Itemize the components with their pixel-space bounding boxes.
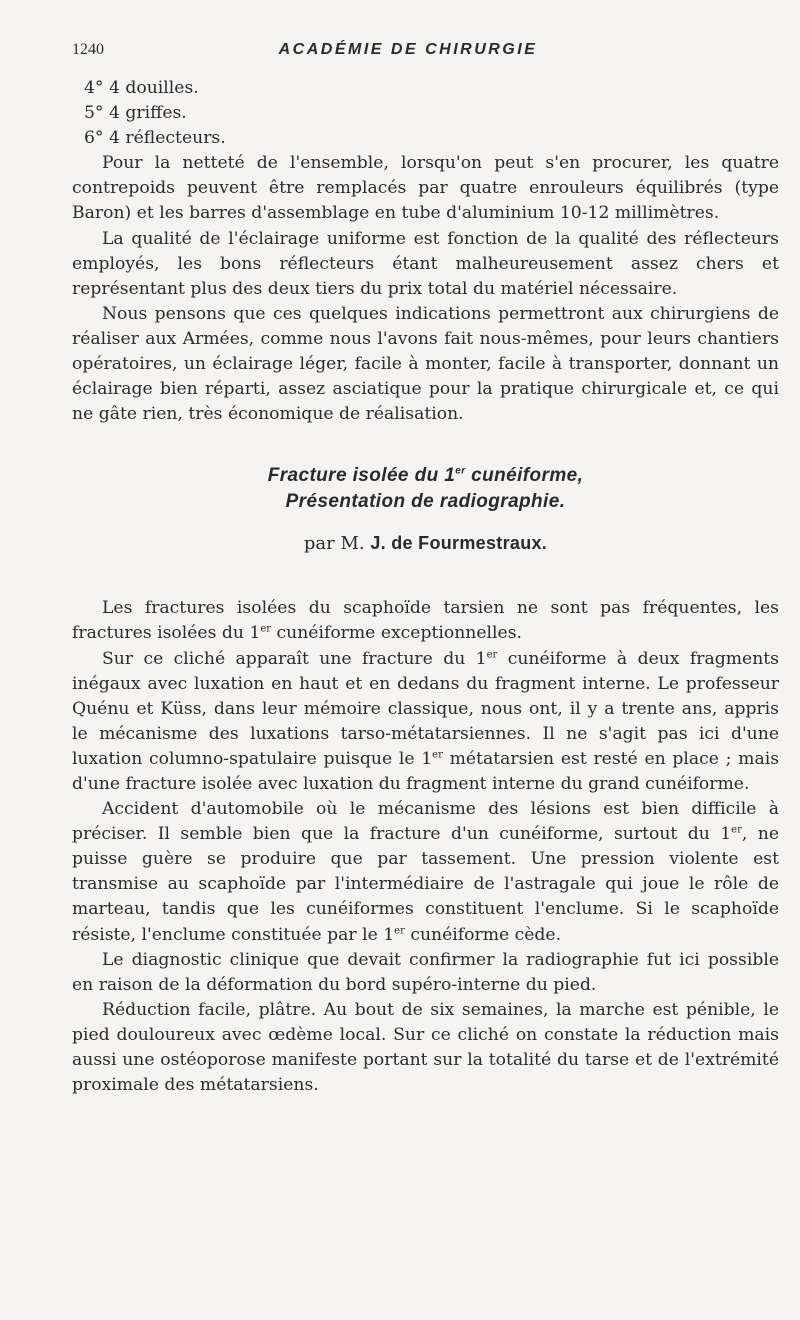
list-item: 4° 4 douilles.	[84, 78, 199, 98]
text-run: , ne puisse guère se produire que par tassement. Une pression violente est transmise au scaphoïde par l'intermédiaire de l'astragale qui joue le rôle de marteau, tandis que les cunéiformes constituent l'enclume. Si le scaphoïde résiste, l'enclume constituée par le 1	[72, 824, 779, 945]
article-paragraph	[72, 797, 779, 948]
text-run: Les fractures isolées du scaphoïde tarsien ne sont pas fréquentes, les fractures isolées du 1	[72, 598, 779, 644]
author-name: J. de Fourmestraux.	[370, 533, 548, 554]
text-run: Sur ce cliché apparaît une fracture du 1	[102, 648, 487, 669]
page-body	[72, 76, 779, 1098]
text-run: cunéiforme exceptionnelles.	[271, 623, 522, 644]
article-paragraph	[72, 948, 779, 998]
paragraph: La qualité de l'éclairage uniforme est fonction de la qualité des réflecteurs employés, les bons réflecteurs étant malheureusement assez chers et représentant plus des deux tiers du prix total du matériel nécessaire.	[72, 228, 779, 299]
page-header	[72, 41, 730, 65]
text-run: cunéiforme à deux fragments inégaux avec luxation en haut et en dedans du fragment interne. Le professeur Quénu et Küss, dans leur mémoire classique, nous ont, il y a trente ans, appris le mécanisme des luxations tarso-métatarsiennes. Il ne s'agit pas ici d'une luxation columno-spatulaire puisque le 1	[72, 648, 779, 769]
text-run: Le diagnostic clinique que devait confirmer la radiographie fut ici possible en raison de la déformation du bord supéro-interne du pied.	[72, 949, 779, 995]
article-paragraph	[72, 998, 779, 1098]
article-title	[72, 463, 779, 489]
byline	[72, 531, 779, 556]
article-subtitle: Présentation de radiographie.	[285, 491, 566, 513]
paragraph: Pour la netteté de l'ensemble, lorsqu'on peut s'en procurer, les quatre contrepoids peuvent être remplacés par quatre enrouleurs équilibrés (type Baron) et les barres d'assemblage en tube d'aluminium 10-12 millimètres.	[72, 153, 779, 224]
page-number: 1240	[72, 41, 104, 58]
superscript: er	[394, 924, 405, 936]
paragraph: Nous pensons que ces quelques indications permettront aux chirurgiens de réaliser aux Armées, comme nous l'avons fait nous-mêmes, pour leurs chantiers opératoires, un éclairage léger, facile à monter, facile à transporter, donnant un éclairage bien réparti, assez asciatique pour la pratique chirurgicale et, ce qui ne gâte rien, très économique de réalisation.	[72, 303, 779, 425]
superscript: er	[432, 749, 443, 761]
article-paragraph	[72, 647, 779, 798]
byline-prefix: par M.	[303, 533, 371, 555]
text-run: cunéiforme cède.	[404, 924, 562, 945]
text-run: Réduction facile, plâtre. Au bout de six semaines, la marche est pénible, le pied douloureux avec œdème local. Sur ce cliché on constate la réduction mais aussi une ostéoporose manifeste portant sur la totalité du tarse et de l'extrémité proximale des métatarsiens.	[72, 999, 779, 1096]
article-heading	[72, 463, 779, 556]
article-body	[72, 596, 779, 1098]
running-title: ACADÉMIE DE CHIRURGIE	[278, 41, 538, 58]
text-run: Accident d'automobile où le mécanisme des lésions est bien difficile à préciser. Il semble bien que la fracture d'un cunéiforme, surtout du 1	[72, 799, 779, 845]
superscript: er	[731, 824, 742, 836]
list-item: 5° 4 griffes.	[84, 103, 187, 124]
list-item: 6° 4 réflecteurs.	[84, 128, 226, 149]
article-paragraph	[72, 596, 779, 646]
title-superscript: er	[455, 465, 466, 477]
title-text: Fracture isolée du 1	[267, 465, 456, 487]
title-text: cunéiforme,	[465, 465, 584, 487]
superscript: er	[486, 648, 498, 660]
superscript: er	[260, 623, 272, 635]
text-run: métatarsien est resté en place ; mais d'une fracture isolée avec luxation du fragment interne du grand cunéiforme.	[72, 748, 780, 794]
